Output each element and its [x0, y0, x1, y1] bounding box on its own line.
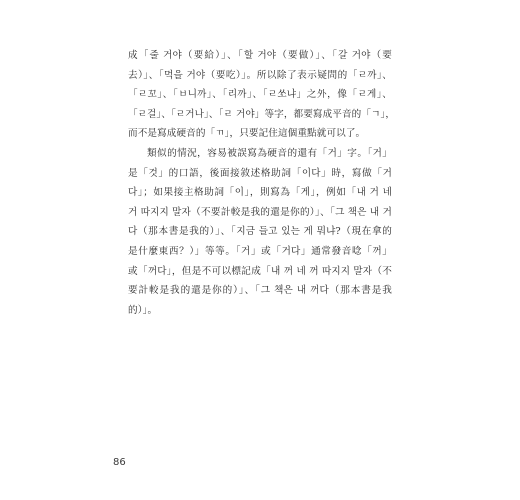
page-body-text: [128, 46, 396, 320]
text-line: 是什麼東西？）」等等。「거」或「거다」通常發音唸「꺼」: [128, 245, 392, 257]
text-line: 「ㄹ걸」、「ㄹ거나」、「ㄹ 거야」等字，都要寫成平音的「ㄱ」，: [128, 108, 396, 120]
text-line: 다」；如果接主格助詞「이」，則寫為「게」，例如「내 거 네: [128, 187, 392, 199]
text-line: 成「줄 거야（要給）」、「할 거야（要做）」、「갈 거야（要: [128, 50, 392, 61]
text-line: 「ㄹ꼬」、「ㅂ니까」、「리까」、「ㄹ쏘냐」之外，像「ㄹ게」、: [128, 89, 392, 101]
text-line: 다（那本書是我的）」、「지금 들고 있는 게 뭐냐?（現在拿的: [128, 226, 392, 238]
text-line: 或「꺼다」，但是不可以標記成「내 꺼 네 꺼 따지지 말자（不: [128, 265, 392, 277]
text-line: 的）」。: [128, 304, 158, 316]
page-number: 86: [113, 457, 126, 468]
text-line: 거 따지지 말자（不要計較是我的還是你的）」、「그 책은 내 거: [128, 206, 392, 218]
paragraph-2: [128, 144, 392, 320]
text-line: 要計較是我的還是你的）」、「그 책은 내 꺼다（那本書是我: [128, 285, 392, 297]
text-line: 而不是寫成硬音的「ㄲ」，只要記住這個重點就可以了。: [128, 128, 366, 140]
paragraph-1: [128, 46, 396, 144]
text-line: 類似的情況，容易被誤寫為硬音的還有「거」字。「거」: [147, 147, 392, 159]
text-line: 去）」、「먹을 거야（要吃）」。所以除了表示疑問的「ㄹ까」、: [128, 69, 392, 81]
text-line: 是「것」的口語，後面接敘述格助詞「이다」時，寫做「거: [128, 167, 392, 179]
